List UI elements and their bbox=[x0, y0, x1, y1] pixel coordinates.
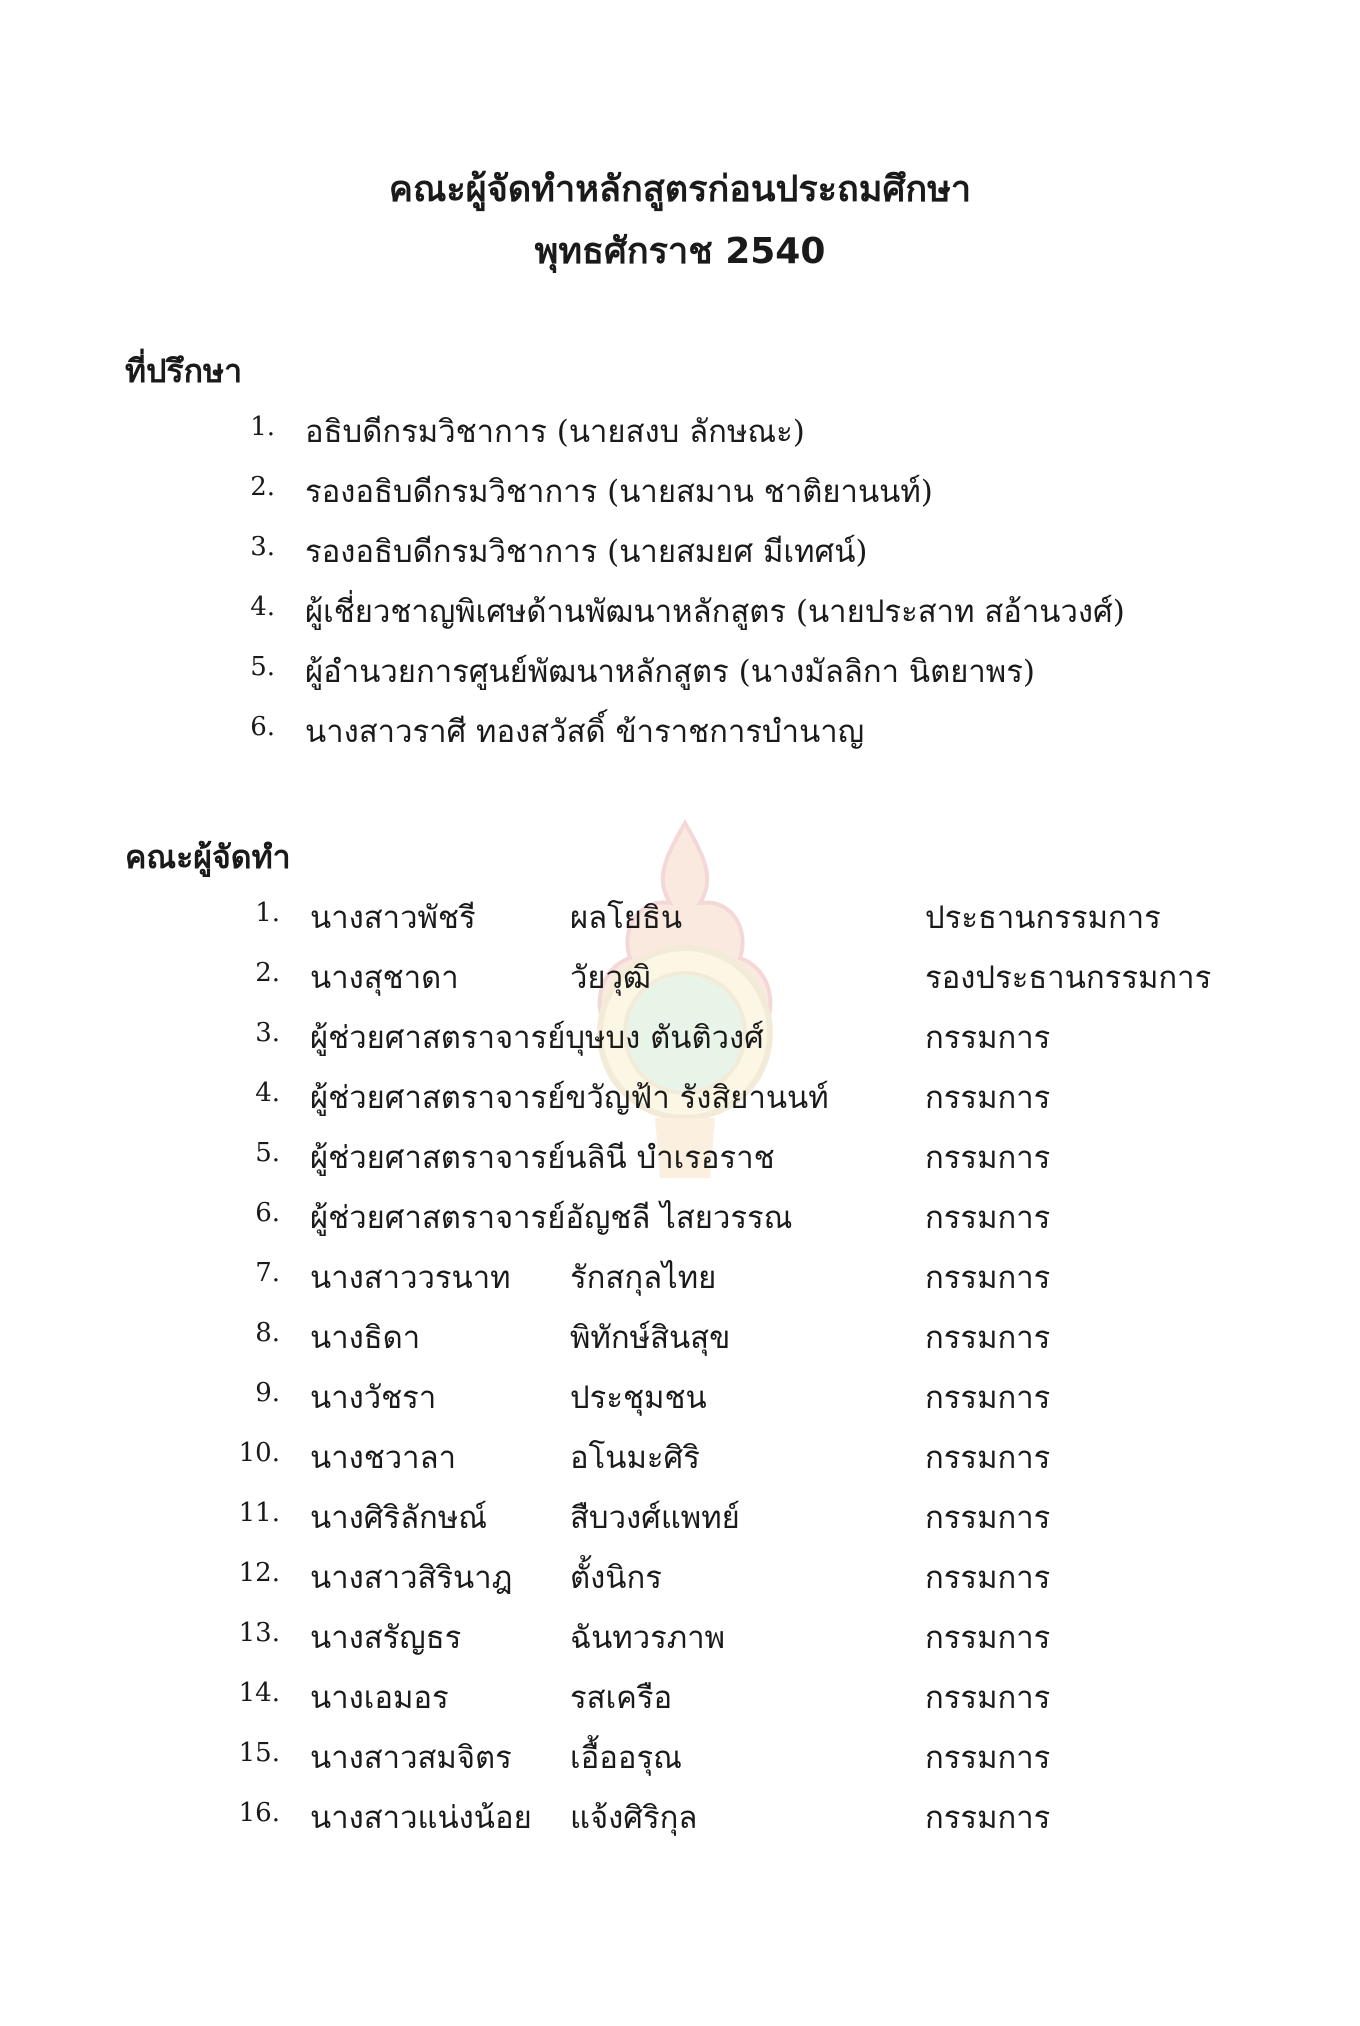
committee-row bbox=[0, 1132, 1360, 1188]
advisor-row bbox=[0, 406, 1360, 462]
committee-role: รองประธานกรรมการ bbox=[925, 960, 1212, 996]
committee-last-name: แจ้งศิริกุล bbox=[570, 1800, 698, 1836]
committee-first-name: นางสาวสิรินาฎ bbox=[310, 1560, 513, 1596]
committee-row bbox=[0, 1372, 1360, 1428]
advisor-row bbox=[0, 586, 1360, 642]
committee-role: กรรมการ bbox=[925, 1140, 1051, 1176]
committee-first-name: ผู้ช่วยศาสตราจารย์ขวัญฟ้า รังสิยานนท์ bbox=[310, 1080, 829, 1116]
document-subtitle: พุทธศักราช 2540 bbox=[534, 231, 826, 272]
committee-first-name: นางสุชาดา bbox=[310, 960, 459, 996]
committee-role: กรรมการ bbox=[925, 1200, 1051, 1236]
committee-heading: คณะผู้จัดทำ bbox=[125, 838, 291, 876]
committee-first-name: นางธิดา bbox=[310, 1320, 421, 1356]
committee-role: กรรมการ bbox=[925, 1260, 1051, 1296]
advisor-text: รองอธิบดีกรมวิชาการ (นายสมาน ชาติยานนท์) bbox=[305, 474, 933, 510]
committee-row bbox=[0, 1672, 1360, 1728]
committee-role: กรรมการ bbox=[925, 1320, 1051, 1356]
committee-role: กรรมการ bbox=[925, 1020, 1051, 1056]
committee-first-name: นางสาวสมจิตร bbox=[310, 1740, 512, 1776]
committee-role: ประธานกรรมการ bbox=[925, 900, 1161, 936]
committee-number: 10. bbox=[238, 1438, 280, 1468]
committee-first-name: นางเอมอร bbox=[310, 1680, 449, 1716]
advisor-text: นางสาวราศี ทองสวัสดิ์ ข้าราชการบำนาญ bbox=[305, 714, 865, 750]
advisor-text: รองอธิบดีกรมวิชาการ (นายสมยศ มีเทศน์) bbox=[305, 534, 868, 570]
committee-role: กรรมการ bbox=[925, 1680, 1051, 1716]
advisor-text: ผู้เชี่ยวชาญพิเศษด้านพัฒนาหลักสูตร (นายประสาท สอ้านวงศ์) bbox=[305, 594, 1125, 630]
committee-row bbox=[0, 1012, 1360, 1068]
committee-role: กรรมการ bbox=[925, 1440, 1051, 1476]
advisor-number: 3. bbox=[250, 532, 275, 562]
committee-row bbox=[0, 952, 1360, 1008]
committee-first-name: นางสาววรนาท bbox=[310, 1260, 511, 1296]
committee-last-name: ประชุมชน bbox=[570, 1380, 707, 1416]
committee-number: 5. bbox=[255, 1138, 280, 1168]
committee-first-name: ผู้ช่วยศาสตราจารย์บุษบง ตันติวงศ์ bbox=[310, 1020, 764, 1056]
committee-number: 16. bbox=[238, 1798, 280, 1828]
advisor-row bbox=[0, 706, 1360, 762]
committee-role: กรรมการ bbox=[925, 1620, 1051, 1656]
committee-number: 9. bbox=[255, 1378, 280, 1408]
advisor-number: 4. bbox=[250, 592, 275, 622]
committee-first-name: ผู้ช่วยศาสตราจารย์นลินี บำเรอราช bbox=[310, 1140, 775, 1176]
committee-number: 11. bbox=[238, 1498, 280, 1528]
advisor-text: ผู้อำนวยการศูนย์พัฒนาหลักสูตร (นางมัลลิกา นิตยาพร) bbox=[305, 654, 1035, 690]
advisor-row bbox=[0, 646, 1360, 702]
committee-number: 14. bbox=[238, 1678, 280, 1708]
advisor-number: 2. bbox=[250, 472, 275, 502]
committee-row bbox=[0, 1252, 1360, 1308]
committee-last-name: อโนมะศิริ bbox=[570, 1440, 700, 1476]
committee-number: 13. bbox=[238, 1618, 280, 1648]
committee-number: 15. bbox=[238, 1738, 280, 1768]
committee-last-name: ฉันทวรภาพ bbox=[570, 1620, 726, 1656]
committee-role: กรรมการ bbox=[925, 1800, 1051, 1836]
committee-row bbox=[0, 1312, 1360, 1368]
committee-number: 2. bbox=[255, 958, 280, 988]
committee-first-name: นางศิริลักษณ์ bbox=[310, 1500, 488, 1536]
committee-last-name: เอื้ออรุณ bbox=[570, 1740, 682, 1776]
advisor-text: อธิบดีกรมวิชาการ (นายสงบ ลักษณะ) bbox=[305, 414, 805, 450]
committee-role: กรรมการ bbox=[925, 1560, 1051, 1596]
committee-row bbox=[0, 1192, 1360, 1248]
document-title: คณะผู้จัดทำหลักสูตรก่อนประถมศึกษา bbox=[388, 169, 972, 210]
advisor-row bbox=[0, 526, 1360, 582]
advisor-number: 1. bbox=[250, 412, 275, 442]
advisor-number: 6. bbox=[250, 712, 275, 742]
committee-role: กรรมการ bbox=[925, 1080, 1051, 1116]
committee-last-name: รสเครือ bbox=[570, 1680, 673, 1716]
committee-role: กรรมการ bbox=[925, 1500, 1051, 1536]
committee-last-name: สืบวงศ์แพทย์ bbox=[570, 1500, 740, 1536]
committee-last-name: ผลโยธิน bbox=[570, 900, 683, 936]
committee-number: 4. bbox=[255, 1078, 280, 1108]
committee-row bbox=[0, 1432, 1360, 1488]
committee-first-name: นางสาวแน่งน้อย bbox=[310, 1800, 532, 1836]
committee-row bbox=[0, 1732, 1360, 1788]
committee-row bbox=[0, 1792, 1360, 1848]
committee-number: 7. bbox=[255, 1258, 280, 1288]
committee-last-name: พิทักษ์สินสุข bbox=[570, 1320, 731, 1356]
committee-first-name: นางชวาลา bbox=[310, 1440, 456, 1476]
committee-number: 12. bbox=[238, 1558, 280, 1588]
committee-row bbox=[0, 1072, 1360, 1128]
committee-row bbox=[0, 1612, 1360, 1668]
committee-first-name: นางสาวพัชรี bbox=[310, 900, 476, 936]
committee-row bbox=[0, 892, 1360, 948]
committee-role: กรรมการ bbox=[925, 1380, 1051, 1416]
committee-row bbox=[0, 1552, 1360, 1608]
committee-first-name: นางสรัญธร bbox=[310, 1620, 462, 1656]
committee-first-name: นางวัชรา bbox=[310, 1380, 437, 1416]
committee-number: 8. bbox=[255, 1318, 280, 1348]
committee-last-name: ตั้งนิกร bbox=[570, 1560, 662, 1596]
committee-role: กรรมการ bbox=[925, 1740, 1051, 1776]
advisors-heading: ที่ปรึกษา bbox=[125, 352, 243, 390]
committee-number: 6. bbox=[255, 1198, 280, 1228]
advisor-row bbox=[0, 466, 1360, 522]
committee-number: 3. bbox=[255, 1018, 280, 1048]
committee-last-name: วัยวุฒิ bbox=[570, 960, 651, 996]
committee-row bbox=[0, 1492, 1360, 1548]
committee-last-name: รักสกุลไทย bbox=[570, 1260, 717, 1296]
committee-first-name: ผู้ช่วยศาสตราจารย์อัญชลี ไสยวรรณ bbox=[310, 1200, 793, 1236]
advisor-number: 5. bbox=[250, 652, 275, 682]
committee-number: 1. bbox=[255, 898, 280, 928]
